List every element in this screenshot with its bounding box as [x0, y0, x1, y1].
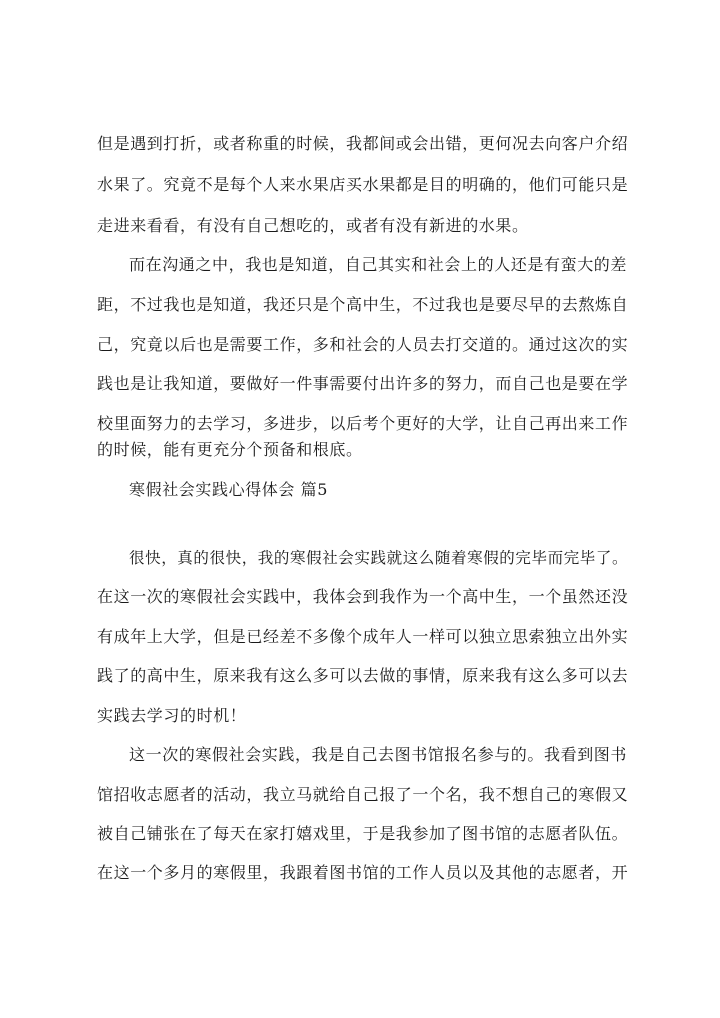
section-heading: 寒假社会实践心得体会 篇5	[129, 480, 329, 499]
paragraph-2-line-3: 己，究竟以后也是需要工作，多和社会的人员去打交道的。通过这次的实	[97, 335, 629, 354]
paragraph-3-line-5: 实践去学习的时机！	[97, 706, 247, 725]
paragraph-1-line-2: 水果了。究竟不是每个人来水果店买水果都是目的明确的，他们可能只是	[97, 175, 629, 194]
paragraph-3-line-2: 在这一次的寒假社会实践中，我体会到我作为一个高中生，一个虽然还没	[97, 587, 629, 606]
paragraph-1-line-3: 走进来看看，有没有自己想吃的，或者有没有新进的水果。	[97, 216, 529, 235]
paragraph-3-line-3: 有成年上大学，但是已经差不多像个成年人一样可以独立思索独立出外实	[97, 627, 629, 646]
paragraph-4-line-4: 在这一个多月的寒假里，我跟着图书馆的工作人员以及其他的志愿者，开	[97, 863, 629, 882]
paragraph-4-line-2: 馆招收志愿者的活动，我立马就给自己报了一个名，我不想自己的寒假又	[97, 785, 629, 804]
paragraph-2-line-1: 而在沟通之中，我也是知道，自己其实和社会上的人还是有蛮大的差	[129, 255, 628, 274]
paragraph-3-line-1: 很快，真的很快，我的寒假社会实践就这么随着寒假的完毕而完毕了。	[129, 549, 629, 567]
paragraph-2-line-6: 的时候，能有更充分个预备和根底。	[97, 440, 363, 459]
paragraph-2-line-4: 践也是让我知道，要做好一件事需要付出许多的努力，而自己也是要在学	[97, 374, 629, 393]
paragraph-2-line-2: 距，不过我也是知道，我还只是个高中生，不过我也是要尽早的去熬炼自	[97, 295, 629, 314]
paragraph-3-line-4: 践了的高中生，原来我有这么多可以去做的事情，原来我有这么多可以去	[97, 666, 629, 685]
paragraph-2-line-5: 校里面努力的去学习，多进步，以后考个更好的大学，让自己再出来工作	[97, 414, 629, 433]
paragraph-4-line-1: 这一次的寒假社会实践，我是自己去图书馆报名参与的。我看到图书	[129, 745, 628, 764]
paragraph-1-line-1: 但是遇到打折，或者称重的时候，我都间或会出错，更何况去向客户介绍	[97, 134, 629, 153]
paragraph-4-line-3: 被自己铺张在了每天在家打嬉戏里，于是我参加了图书馆的志愿者队伍。	[97, 824, 629, 843]
